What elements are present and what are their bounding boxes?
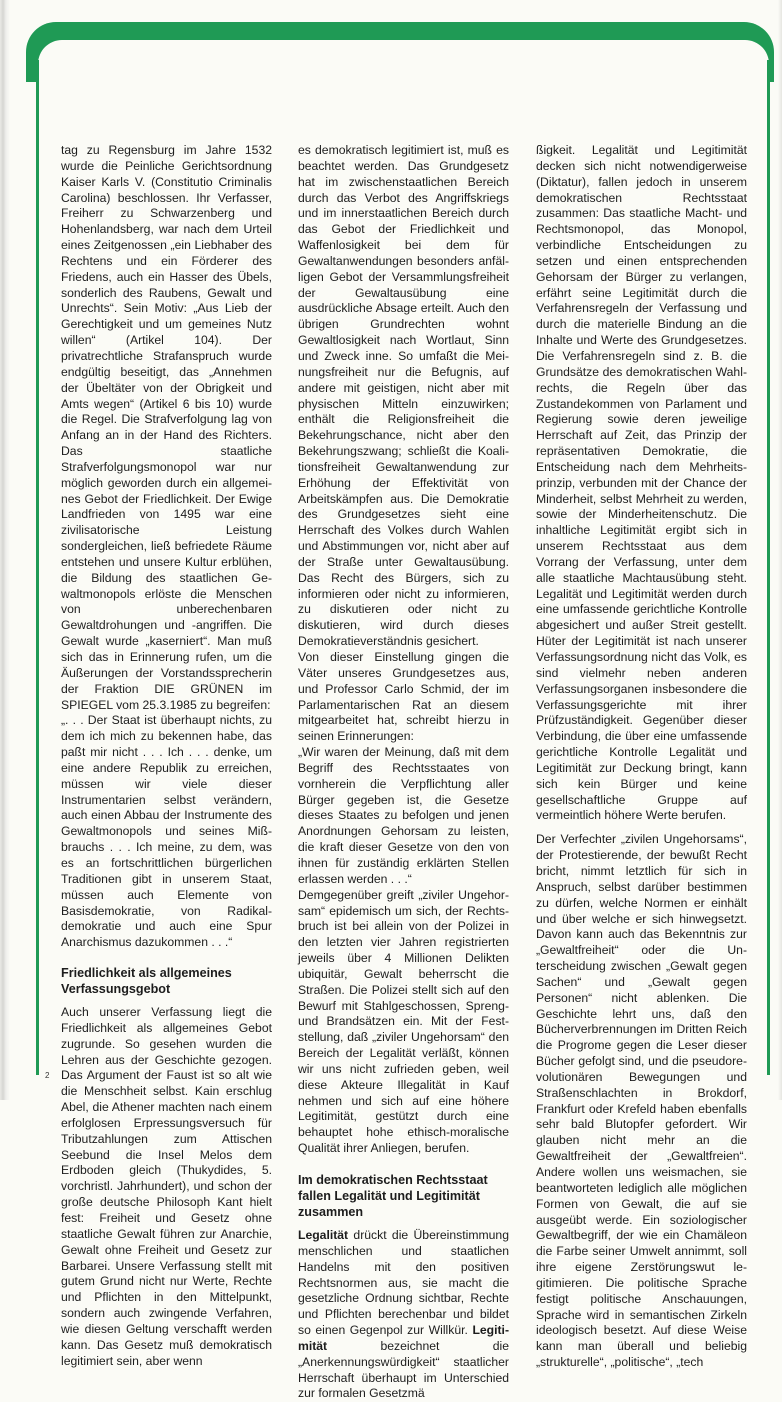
paragraph: es demokratisch legitimiert ist, muß es beachtet werden. Das Grundgesetz hat im zwischenstaatlichen Bereich durch das Verbot des Angriffskriegs und im innerstaatlichen Bereich durch das Gebot der Friedlichkeit und Waffenlosigkeit bei dem für Gewaltanwendungen besonders anfälligen Gebot der Versammlungsfreiheit der Gewaltausübung eine ausdrückliche Absage erteilt. Auch den übrigen Grundrechten wohnt Gewaltlosigkeit nach Wortlaut, Sinn und Zweck inne. So umfaßt die Meinungsfreiheit nur die Befugnis, auf andere mit geistigen, nicht aber mit physischen Mitteln einzuwirken; enthält die Religionsfreiheit die Bekehrungschance, nicht aber den Bekehrungszwang; schließt die Koalitionsfreiheit Gewaltanwendung zur Erhöhung der Effektivität von Arbeitskämpfen aus. Die Demokratie des Grundgesetzes sieht eine Herrschaft des Volkes durch Wahlen und Abstimmungen vor, nicht aber auf der Straße unter Gewaltausübung. Das Recht des Bürgers, sich zu informieren oder nicht zu informieren, zu diskutieren oder nicht zu diskutieren, wird durch dieses Demokratieverständnis gesichert.: [298, 143, 509, 649]
paragraph: ßigkeit. Legalität und Legitimität decken sich nicht notwendigerweise (Diktatur), fallen jedoch in unserem demokratischen Rechtsstaat zusammen: Das staatliche Macht- und Rechtsmonopol, das Monopol, verbindliche Entscheidungen zu setzen und einen entsprechenden Gehorsam der Bürger zu verlangen, erfährt seine Legitimität durch die Verfahrensregeln der Verfassung und durch die materielle Bindung an die Inhalte und Werte des Grundgesetzes. Die Verfahrensregeln sind z. B. die Grundsätze des demokratischen Wahlrechts, die Regeln über das Zustandekommen von Parlament und Regierung sowie deren jeweilige Herrschaft auf Zeit, das Prinzip der repräsentativen Demokratie, die Entscheidung nach dem Mehrheitsprinzip, verbunden mit der Chance der Minderheit, selbst Mehrheit zu werden, sowie der Minderheitenschutz. Die inhaltliche Legitimität ergibt sich in unserem Rechtsstaat aus dem Vorrang der Verfassung, unter dem alle staatliche Machtausübung steht. Legalität und Legitimität werden durch eine umfassende gerichtliche Kontrolle abgesichert und außer Streit gestellt. Hüter der Legitimität ist nach unserer Verfassungsordnung nicht das Volk, es sind vielmehr neben anderen Verfassungsorganen insbesondere die Verfassungsgerichte mit ihrer Prüfzuständigkeit. Gegenüber dieser Verbindung, die über eine umfassende gerichtliche Kontrolle Legalität und Legitimität zur Deckung bringt, kann sich kein Bürger und keine gesellschaftliche Gruppe auf vermeintlich höhere Werte berufen.: [536, 143, 747, 823]
column-3: [536, 143, 747, 1371]
paragraph: Legalität drückt die Übereinstimmung menschlichen und staatlichen Handelns mit den positiven Rechtsnormen aus, sie macht die gesetzliche Ordnung sichtbar, Rechte und Pflichten berechenbar und bildet so einen Gegenpol zur Willkür. Legitimität bezeichnet die „Anerkennungswürdigkeit“ staatlicher Herrschaft überhaupt im Unterschied zur formalen Gesetzmä: [298, 1228, 509, 1401]
quote-carlo-schmid: „Wir waren der Meinung, daß mit dem Begriff des Rechtsstaates von vornherein die Verpflichtung aller Bürger gegeben ist, die Gesetze dieses Staates zu befolgen und jenen Anordnungen Gehorsam zu leisten, die kraft dieser Gesetze von den von ihnen für zuständig erklärten Stellen erlassen werden . . .“: [298, 745, 509, 886]
term-legalitaet: Legalität: [298, 1228, 349, 1242]
section-heading: Friedlichkeit als allgemeines Verfassungsgebot: [61, 966, 232, 997]
page-number: 2: [45, 1071, 50, 1080]
paragraph: Der Verfechter „zivilen Ungehorsams“, der Protestierende, der bewußt Recht bricht, nimmt letztlich für sich in Anspruch, selbst darüber bestimmen zu dürfen, welche Normen er einhält und über welche er sich hinwegsetzt. Davon kann auch das Bekenntnis zur „Gewaltfreiheit“ oder die Unterscheidung zwischen „Gewalt gegen Sachen“ und „Gewalt gegen Personen“ nicht ablenken. Die Geschichte lehrt uns, daß den Bücherverbrennungen im Dritten Reich die Progrome gegen die Leser dieser Bücher gefolgt sind, und die pseudorevolutionären Bewegungen und Straßenschlachten in Brokdorf, Frankfurt oder Krefeld haben ebenfalls sehr bald Blutopfer gefordert. Wir glauben nicht mehr an die Gewaltfreiheit der „Gewaltfreien“. Andere wollen uns weismachen, sie beantworteten lediglich alle möglichen Formen von Gewalt, die auf sie ausgeübt werde. Ein soziologischer Gewaltbegriff, der wie ein Chamäleon die Farbe seiner Umwelt annimmt, soll ihre eigene Zerstörungswut legitimieren. Die politische Sprache festigt politische Anschauungen, Sprache wird in semantischen Zirkeln ideologisch besetzt. Auf diese Weise kann man überall und beliebig „strukturelle“, „politische“, „tech: [536, 832, 747, 1370]
paragraph: Demgegenüber greift „ziviler Ungehorsam“ epidemisch um sich, der Rechtsbruch ist bei allein von der Polizei in den letzten vier Jahren registrierten jeweils über 4 Millionen Delikten ubiquitär, Gewalt beherrscht die Straßen. Die Polizei stellt sich auf den Bewurf mit Stahlgeschossen, Spreng- und Brandsätzen ein. Mit der Feststellung, daß „ziviler Ungehorsam“ den Bereich der Legalität verläßt, können wir uns nicht zufrieden geben, weil diese Akteure Illegalität in Kauf nehmen und sich auf eine höhere Legitimität, gestützt durch eine behauptet hohe ethisch-moralische Qualität ihrer Anliegen, berufen.: [298, 887, 509, 1156]
quote-gruenen: „. . . Der Staat ist überhaupt nichts, zu dem ich mich zu bekennen habe, das paßt mir nicht . . . Ich . . . denke, um eine andere Republik zu erreichen, müssen wir viele dieser Instrumentarien selbst verändern, auch einen Abbau der Instrumente des Gewaltmonopols und seines Mißbrauchs . . . Ich meine, zu dem, was es an fortschrittlichen bürgerlichen Traditionen gibt in unserem Staat, müssen auch Elemente von Basisdemokratie, von Radikaldemokratie und auch eine Spur Anarchismus dazukommen . . .“: [61, 713, 272, 950]
paragraph: Von dieser Einstellung gingen die Väter unseres Grundgesetzes aus, und Professor Carlo Schmid, der im Parlamentarischen Rat an diesem mitgearbeitet hat, schreibt hierzu in seinen Erinnerungen:: [298, 650, 509, 744]
frame-inner-area: [38, 40, 769, 120]
column-1: [61, 143, 272, 1369]
article-body: [0, 143, 782, 1401]
column-2: [298, 143, 509, 1402]
term-legitimitaet: Legitimität: [298, 1323, 509, 1353]
section-heading: Im demokratischen Rechtsstaat fallen Legalität und Legitimität zusammen: [298, 1173, 488, 1219]
paragraph: tag zu Regensburg im Jahre 1532 wurde die Peinliche Gerichtsordnung Kaiser Karls V. (Constitutio Criminalis Carolina) beschlossen. Ihr Verfasser, Freiherr zu Schwarzenberg und Hohenlandsberg, war nach dem Urteil eines Zeitgenossen „ein Liebhaber des Rechtens und ein Förderer des Friedens, auch ein Hasser des Übels, sonderlich des Raubens, Gewalt und Unrechts“. Sein Motiv: „Aus Lieb der Gerechtigkeit und um gemeines Nutz willen“ (Artikel 104). Der privatrechtliche Strafanspruch wurde endgültig beseitigt, das „Annehmen der Übeltäter von der Obrigkeit und Amts wegen“ (Artikel 6 bis 10) wurde die Regel. Die Strafverfolgung lag von Anfang an in der Hand des Richters. Das staatliche Strafverfolgungsmonopol war nur möglich geworden durch ein allgemeines Gebot der Friedlichkeit. Der Ewige Landfrieden von 1495 war eine zivilisatorische Leistung sondergleichen, ließ befriedete Räume entstehen und unsere Kultur erblühen, die Bildung des staatlichen Gewaltmonopols erlöste die Menschen von unberechenbaren Gewaltdrohungen und -angriffen. Die Gewalt wurde „kaserniert“. Man muß sich das in Erinnerung rufen, um die Äußerungen der Vorstandssprecherin der Fraktion DIE GRÜNEN im SPIEGEL vom 25.3.1985 zu begreifen:: [61, 143, 272, 712]
paragraph: Auch unserer Verfassung liegt die Friedlichkeit als allgemeines Gebot zugrunde. So gesehen wurden die Lehren aus der Geschichte gezogen. Das Argument der Faust ist so alt wie die Menschheit selbst. Kain erschlug Abel, die Athener machten nach einem erfolglosen Erpressungsversuch für Tributzahlungen zum Attischen Seebund die Insel Melos dem Erdboden gleich (Thukydides, 5. vorchristl. Jahrhundert), und schon der große deutsche Philosoph Kant hielt fest: Freiheit und Gesetz ohne staatliche Gewalt führen zur Anarchie, Gewalt ohne Freiheit und Gesetz zur Barbarei. Unsere Verfassung stellt mit gutem Grund nicht nur Werte, Rechte und Pflichten in den Mittelpunkt, sondern auch zwingende Verfahren, wie diesen Geltung verschafft werden kann. Das Gesetz muß demokratisch legitimiert sein, aber wenn: [61, 1005, 272, 1368]
